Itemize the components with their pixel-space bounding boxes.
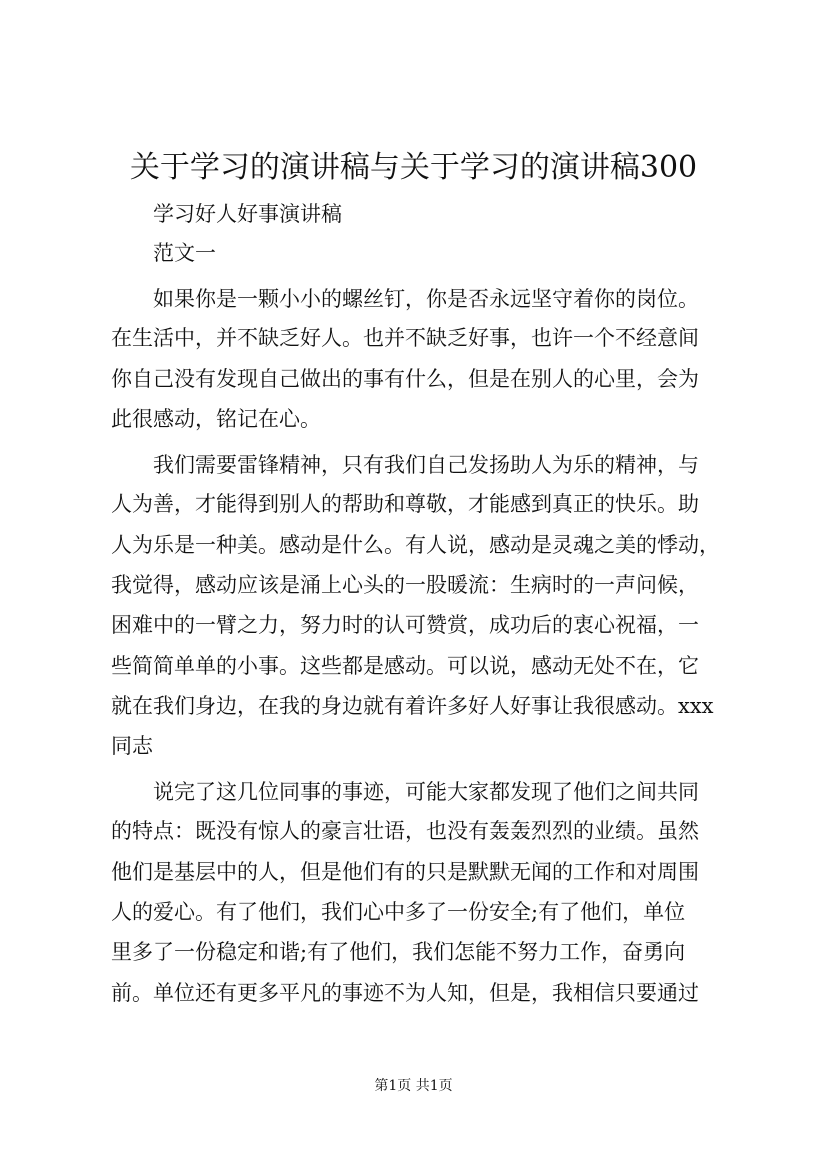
paragraph-line: 人为善，才能得到别人的帮助和尊敬，才能感到真正的快乐。助 bbox=[111, 492, 699, 516]
paragraph-line: 此很感动，铭记在心。 bbox=[111, 407, 321, 431]
paragraph-line: 我觉得，感动应该是涌上心头的一股暖流：生病时的一声问候， bbox=[111, 573, 699, 597]
page-footer: 第1页 共1页 bbox=[374, 1078, 453, 1094]
paragraph-line: 人的爱心。有了他们，我们心中多了一份安全;有了他们，单位 bbox=[111, 900, 686, 924]
paragraph-line: 他们是基层中的人，但是他们有的只是默默无闻的工作和对周围 bbox=[111, 860, 699, 884]
document-title: 关于学习的演讲稿与关于学习的演讲稿300 bbox=[129, 150, 698, 185]
paragraph-line: 里多了一份稳定和谐;有了他们，我们怎能不努力工作，奋勇向 bbox=[111, 940, 686, 964]
document-subtitle: 学习好人好事演讲稿 bbox=[153, 202, 342, 226]
paragraph-line: 些简简单单的小事。这些都是感动。可以说，感动无处不在，它 bbox=[111, 654, 699, 678]
paragraph-line: 同志 bbox=[111, 734, 153, 758]
paragraph-line: 人为乐是一种美。感动是什么。有人说，感动是灵魂之美的悸动， bbox=[111, 533, 720, 557]
section-label: 范文一 bbox=[153, 241, 216, 265]
paragraph-line: 前。单位还有更多平凡的事迹不为人知，但是，我相信只要通过 bbox=[111, 981, 699, 1005]
paragraph-line: 说完了这几位同事的事迹，可能大家都发现了他们之间共同 bbox=[153, 780, 699, 804]
paragraph-line: 如果你是一颗小小的螺丝钉，你是否永远坚守着你的岗位。 bbox=[153, 287, 699, 311]
paragraph-line: 的特点：既没有惊人的豪言壮语，也没有轰轰烈烈的业绩。虽然 bbox=[111, 819, 699, 843]
paragraph-line: 你自己没有发现自己做出的事有什么，但是在别人的心里，会为 bbox=[111, 367, 699, 391]
paragraph-line: 困难中的一臂之力，努力时的认可赞赏，成功后的衷心祝福，一 bbox=[111, 613, 699, 637]
paragraph-line: 我们需要雷锋精神，只有我们自己发扬助人为乐的精神，与 bbox=[153, 453, 699, 477]
paragraph-line: 就在我们身边，在我的身边就有着许多好人好事让我很感动。xxx bbox=[111, 694, 714, 718]
paragraph-line: 在生活中，并不缺乏好人。也并不缺乏好事，也许一个不经意间 bbox=[111, 326, 699, 350]
